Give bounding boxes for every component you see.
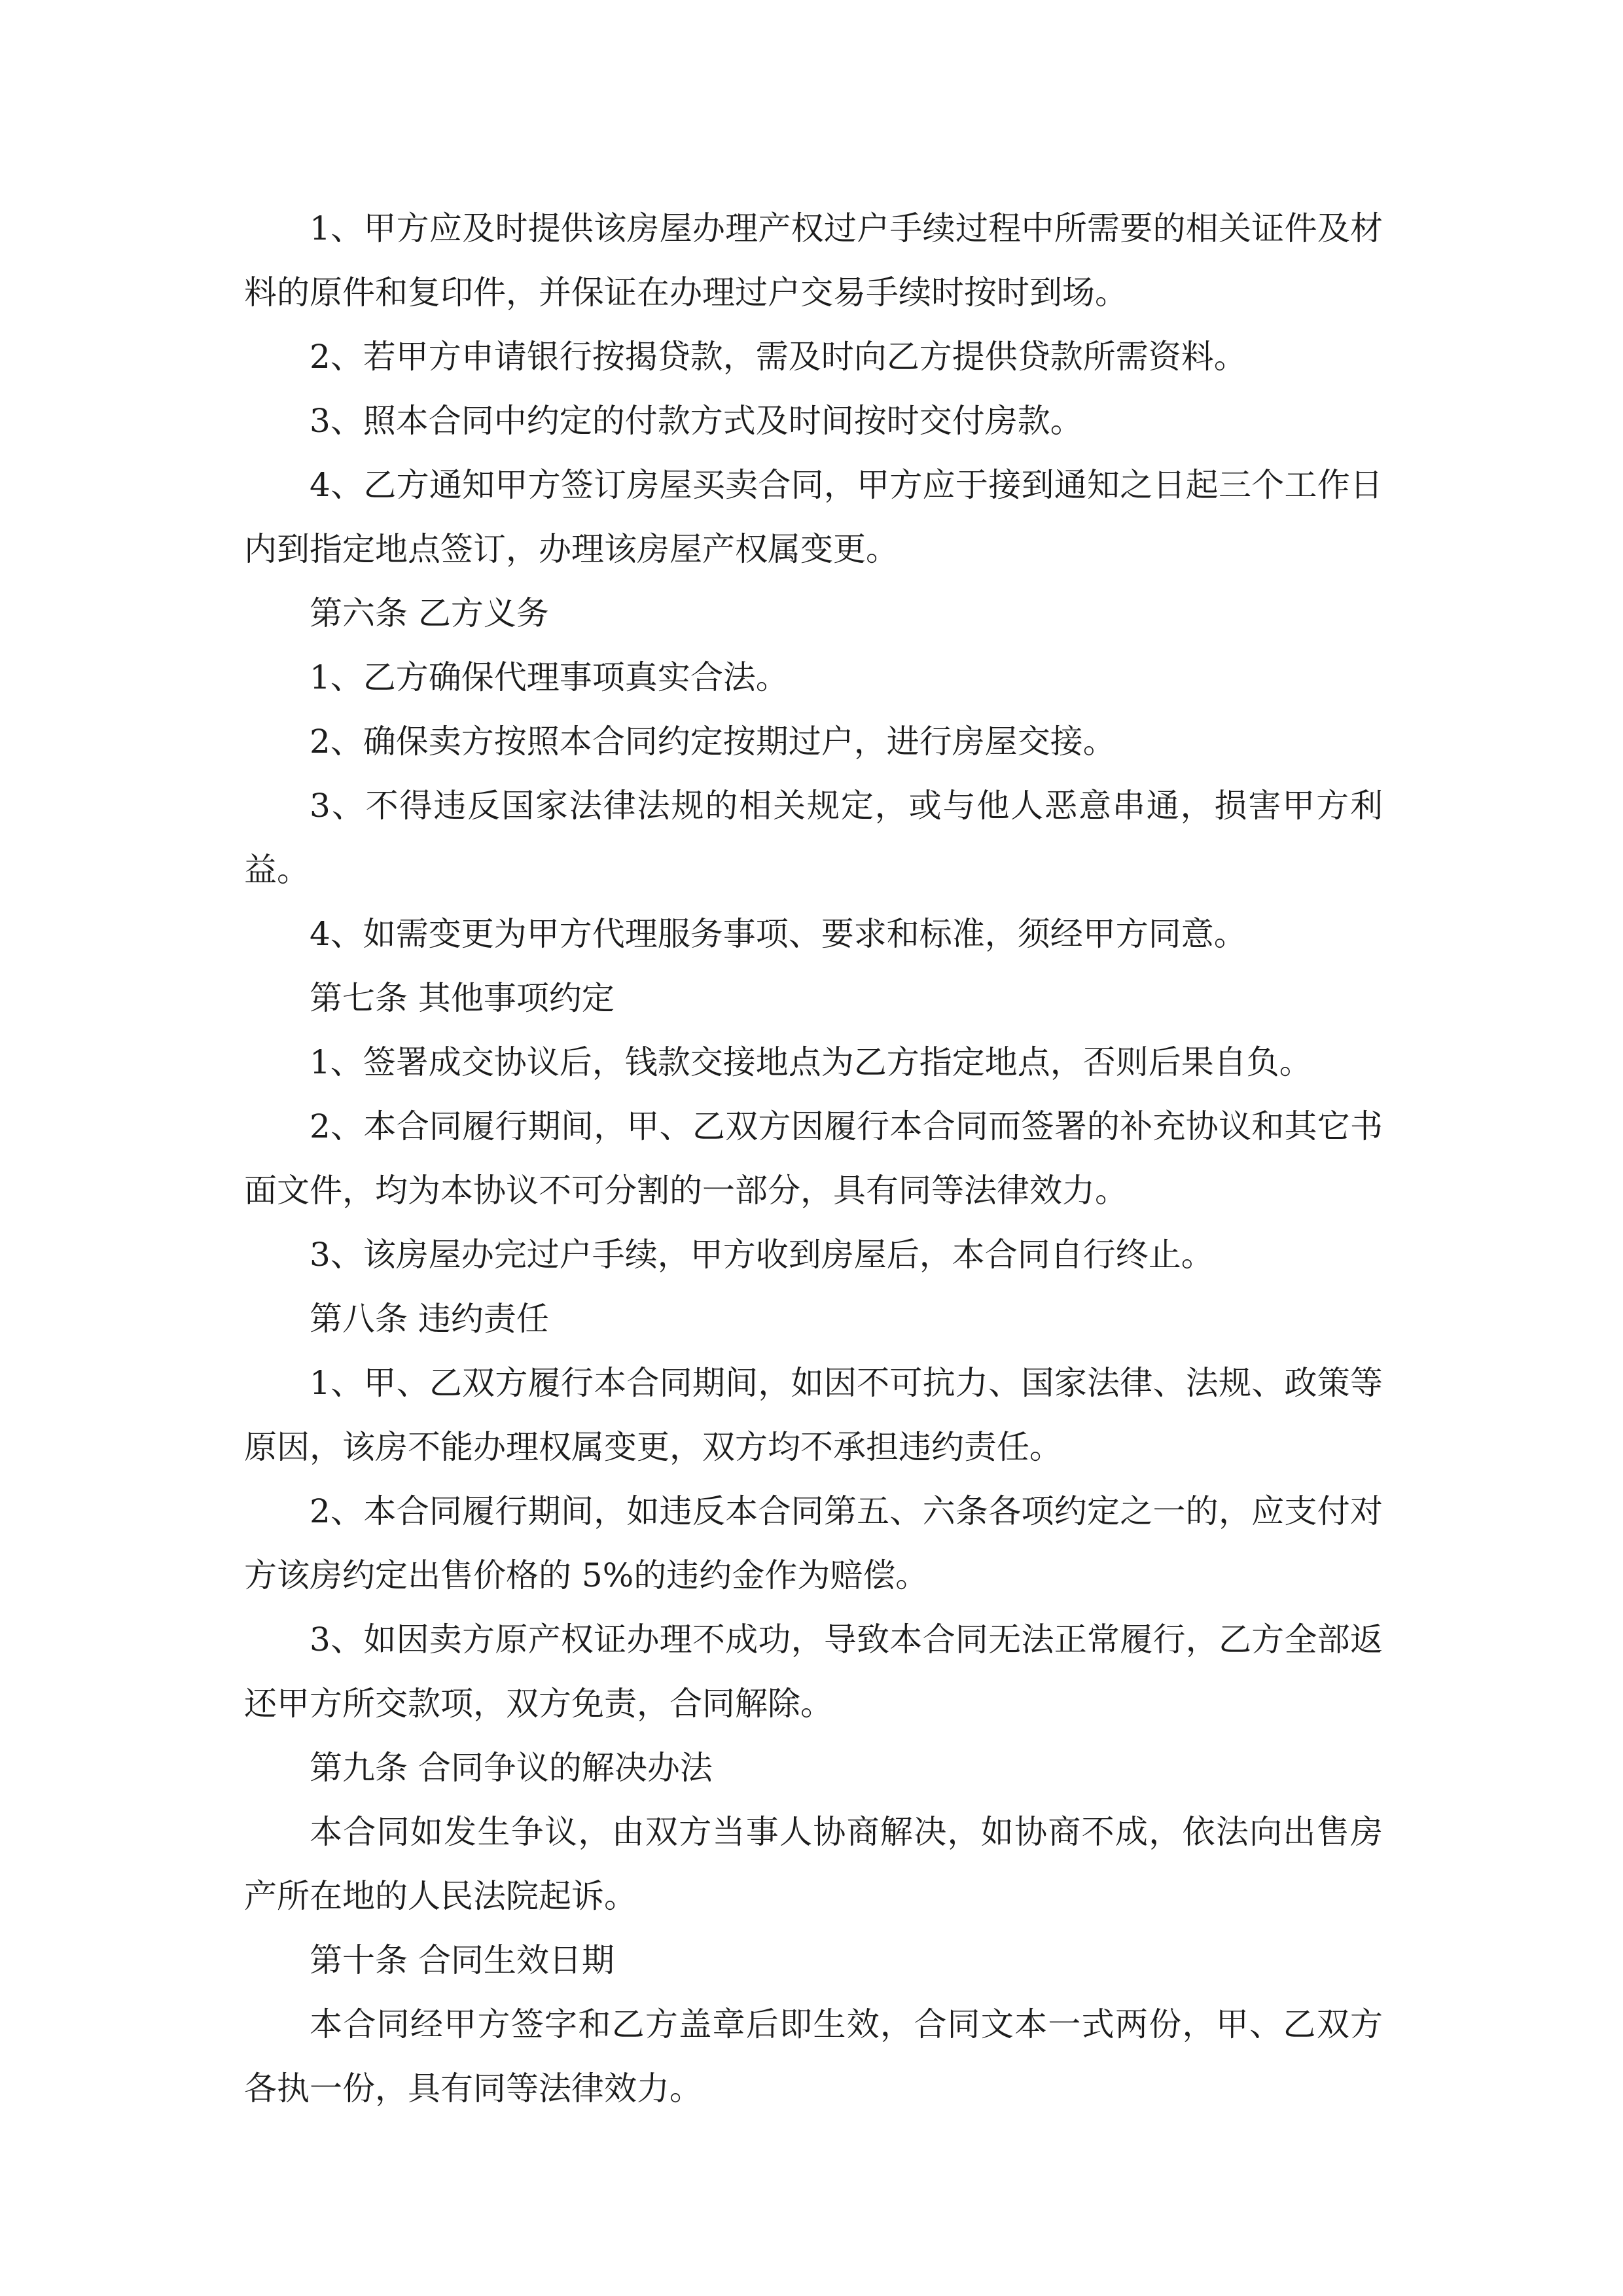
section-heading-article-8: 第八条 违约责任 bbox=[310, 1300, 549, 1338]
clause-party-a-1: 1、甲方应及时提供该房屋办理产权过户手续过程中所需要的相关证件及材料的原件和复印件，并保证在办理过户交易手续时按时到场。 bbox=[244, 209, 1383, 312]
clause-article-9-body: 本合同如发生争议，由双方当事人协商解决，如协商不成，依法向出售房产所在地的人民法院起诉。 bbox=[244, 1813, 1383, 1915]
clause-party-a-4: 4、乙方通知甲方签订房屋买卖合同，甲方应于接到通知之日起三个工作日内到指定地点签订，办理该房屋产权属变更。 bbox=[244, 466, 1383, 568]
clause-article-6-1: 1、乙方确保代理事项真实合法。 bbox=[310, 658, 789, 696]
clause-party-a-2: 2、若甲方申请银行按揭贷款，需及时向乙方提供贷款所需资料。 bbox=[310, 338, 1247, 376]
clause-article-7-3: 3、该房屋办完过户手续，甲方收到房屋后，本合同自行终止。 bbox=[310, 1236, 1214, 1274]
clause-article-7-1: 1、签署成交协议后，钱款交接地点为乙方指定地点，否则后果自负。 bbox=[310, 1043, 1312, 1081]
section-heading-article-9: 第九条 合同争议的解决办法 bbox=[310, 1749, 713, 1787]
clause-article-8-1: 1、甲、乙双方履行本合同期间，如因不可抗力、国家法律、法规、政策等原因，该房不能办理权属变更，双方均不承担违约责任。 bbox=[244, 1364, 1383, 1466]
clause-article-8-3: 3、如因卖方原产权证办理不成功，导致本合同无法正常履行，乙方全部返还甲方所交款项，双方免责，合同解除。 bbox=[244, 1621, 1383, 1723]
clause-article-6-2: 2、确保卖方按照本合同约定按期过户，进行房屋交接。 bbox=[310, 723, 1116, 761]
document-body bbox=[244, 196, 1383, 2121]
section-heading-article-6: 第六条 乙方义务 bbox=[310, 594, 549, 632]
clause-article-7-2: 2、本合同履行期间，甲、乙双方因履行本合同而签署的补充协议和其它书面文件，均为本协议不可分割的一部分，具有同等法律效力。 bbox=[244, 1107, 1383, 1210]
clause-article-6-3: 3、不得违反国家法律法规的相关规定，或与他人恶意串通，损害甲方利益。 bbox=[244, 787, 1383, 889]
clause-article-8-2: 2、本合同履行期间，如违反本合同第五、六条各项约定之一的，应支付对方该房约定出售价格的 5%的违约金作为赔偿。 bbox=[244, 1492, 1383, 1594]
section-heading-article-7: 第七条 其他事项约定 bbox=[310, 979, 615, 1017]
section-heading-article-10: 第十条 合同生效日期 bbox=[310, 1941, 615, 1979]
clause-article-10-body: 本合同经甲方签字和乙方盖章后即生效，合同文本一式两份，甲、乙双方各执一份，具有同等法律效力。 bbox=[244, 2005, 1383, 2108]
clause-party-a-3: 3、照本合同中约定的付款方式及时间按时交付房款。 bbox=[310, 402, 1083, 440]
clause-article-6-4: 4、如需变更为甲方代理服务事项、要求和标准，须经甲方同意。 bbox=[310, 915, 1247, 953]
